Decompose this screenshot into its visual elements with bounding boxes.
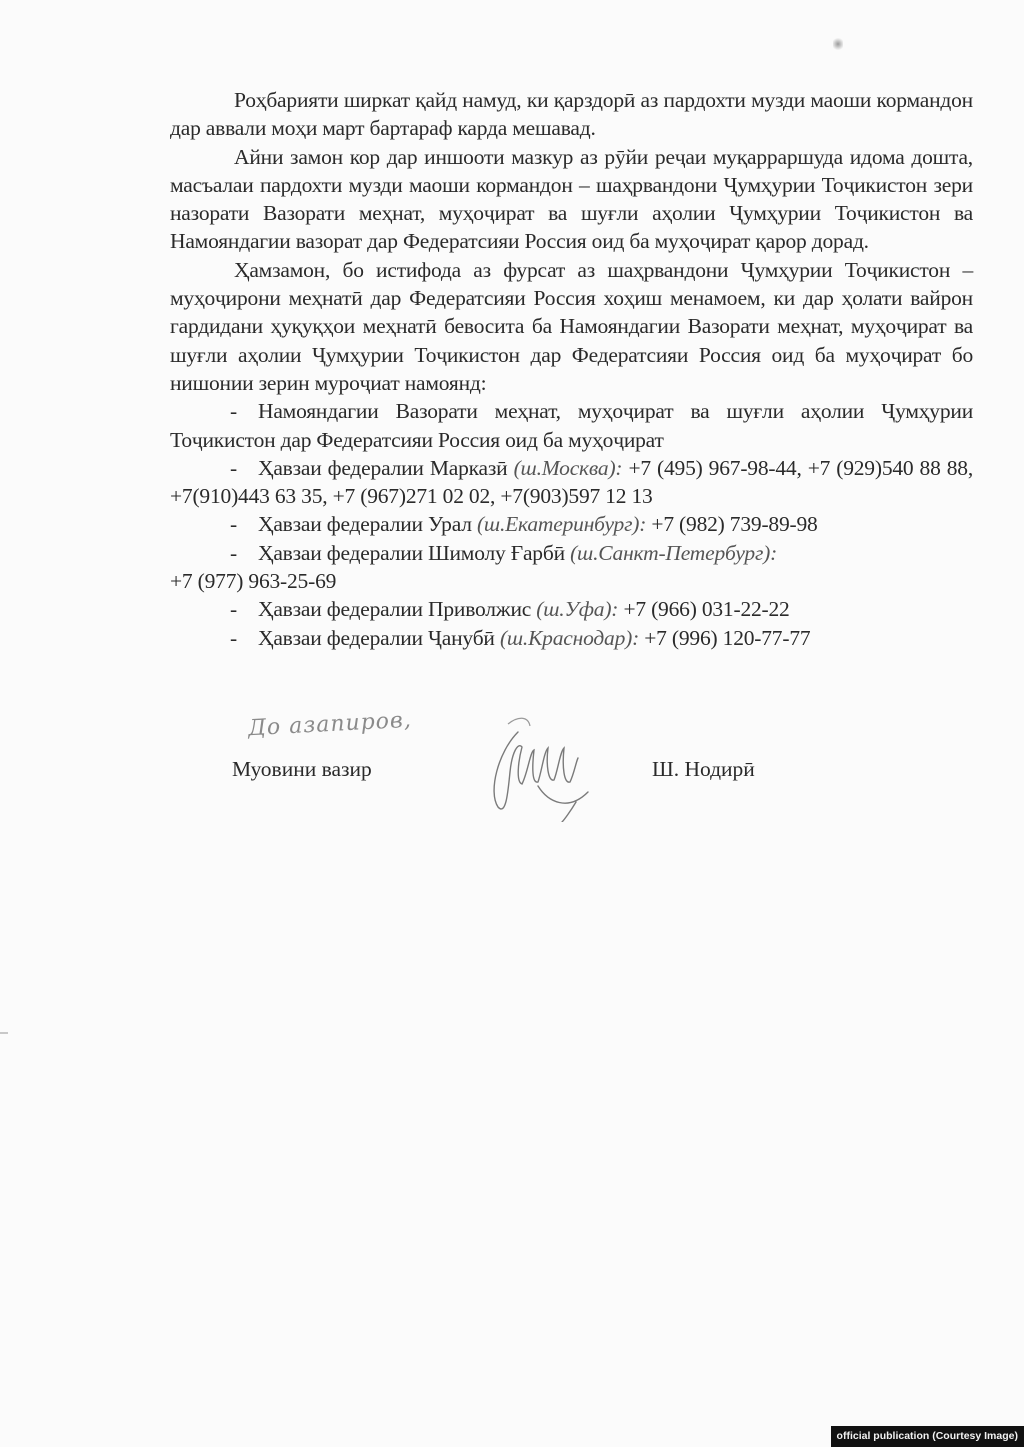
contact-item-central [170,454,973,511]
contact-region: Ҳавзаи федералии Приволжис [258,597,532,622]
contacts-header: Намояндагии Вазорати меҳнат, муҳоҷират ва шуғли аҳолии Ҷумҳурии Тоҷикистон дар Федератсияи Россия оид ба муҳоҷират [170,399,973,452]
contact-city: (ш.Москва): [513,455,623,480]
signatory-title: Муовини вазир [232,757,372,781]
paragraph-3: Ҳамзамон, бо истифода аз фурсат аз шаҳрвандони Ҷумҳурии Тоҷикистон – муҳоҷирони меҳнатӣ дар Федератсияи Россия хоҳиш менамоем, ки дар ҳолати вайрон гардидани ҳуқуқҳои меҳнатӣ бевосита ба Намояндагии Вазорати меҳнат, муҳоҷират ва шуғли аҳолии Ҷумҳурии Тоҷикистон дар Федератсияи Россия оид ба муҳоҷират бо нишонии зерин муроҷиат намоянд: [170,257,973,395]
contact-phones: +7 (495) 967-98-44, +7 (929)540 88 88, +7(910)443 63 35, +7 (967)271 02 02, +7(903)597 12 13 [170,455,974,509]
paragraph-1: Роҳбарияти ширкат қайд намуд, ки қарздорӣ аз пардохти музди маоши кормандон дар аввали моҳи март бартараф карда мешавад. [170,88,973,141]
contact-item-south [170,624,973,652]
scan-speck [833,38,843,50]
list-dash: - [230,399,237,424]
list-dash: - [230,597,237,622]
contacts-header-item [170,397,973,454]
image-caption: official publication (Courtesy Image) [831,1426,1024,1447]
contact-phones-northwest: +7 (977) 963-25-69 [170,569,337,594]
contact-region: Ҳавзаи федералии Марказӣ [258,455,508,480]
contact-city: (ш.Уфа): [536,597,619,622]
contact-item-northwest [170,539,973,567]
contact-item-volga [170,595,973,623]
contact-region: Ҳавзаи федералии Ҷанубӣ [258,625,495,650]
contact-region: Ҳавзаи федералии Урал [258,512,472,537]
handwritten-note: До азапиров, [247,707,413,742]
contact-phones: +7 (966) 031-22-22 [623,597,790,622]
contact-region: Ҳавзаи федералии Шимолу Ғарбӣ [258,540,565,565]
list-dash: - [230,512,237,537]
list-dash: - [230,455,237,480]
paragraph-2: Айни замон кор дар иншооти мазкур аз рӯйи реҷаи муқарраршуда идома дошта, масъалаи пардохти музди маоши кормандон – шаҳрвандони Ҷумҳурии Тоҷикистон зери назорати Вазорати меҳнат, муҳоҷират ва шуғли аҳолии Ҷумҳурии Тоҷикистон ва Намояндагии вазорат дар Федератсияи Россия оид ба муҳоҷират қарор дорад. [170,144,973,254]
list-dash: - [230,625,237,650]
contact-city: (ш.Краснодар): [499,625,640,650]
signatory-name: Ш. Нодирӣ [652,757,755,781]
contact-phones: +7 (982) 739-89-98 [651,512,818,537]
letter-body [170,86,973,652]
list-dash: - [230,540,237,565]
contact-city: (ш.Санкт-Петербург): [570,540,778,565]
contact-city: (ш.Екатеринбург): [476,512,647,537]
signature-block [232,757,832,787]
contact-item-ural [170,510,973,538]
scan-edge-mark [0,1032,8,1034]
contact-phones: +7 (996) 120-77-77 [644,625,811,650]
